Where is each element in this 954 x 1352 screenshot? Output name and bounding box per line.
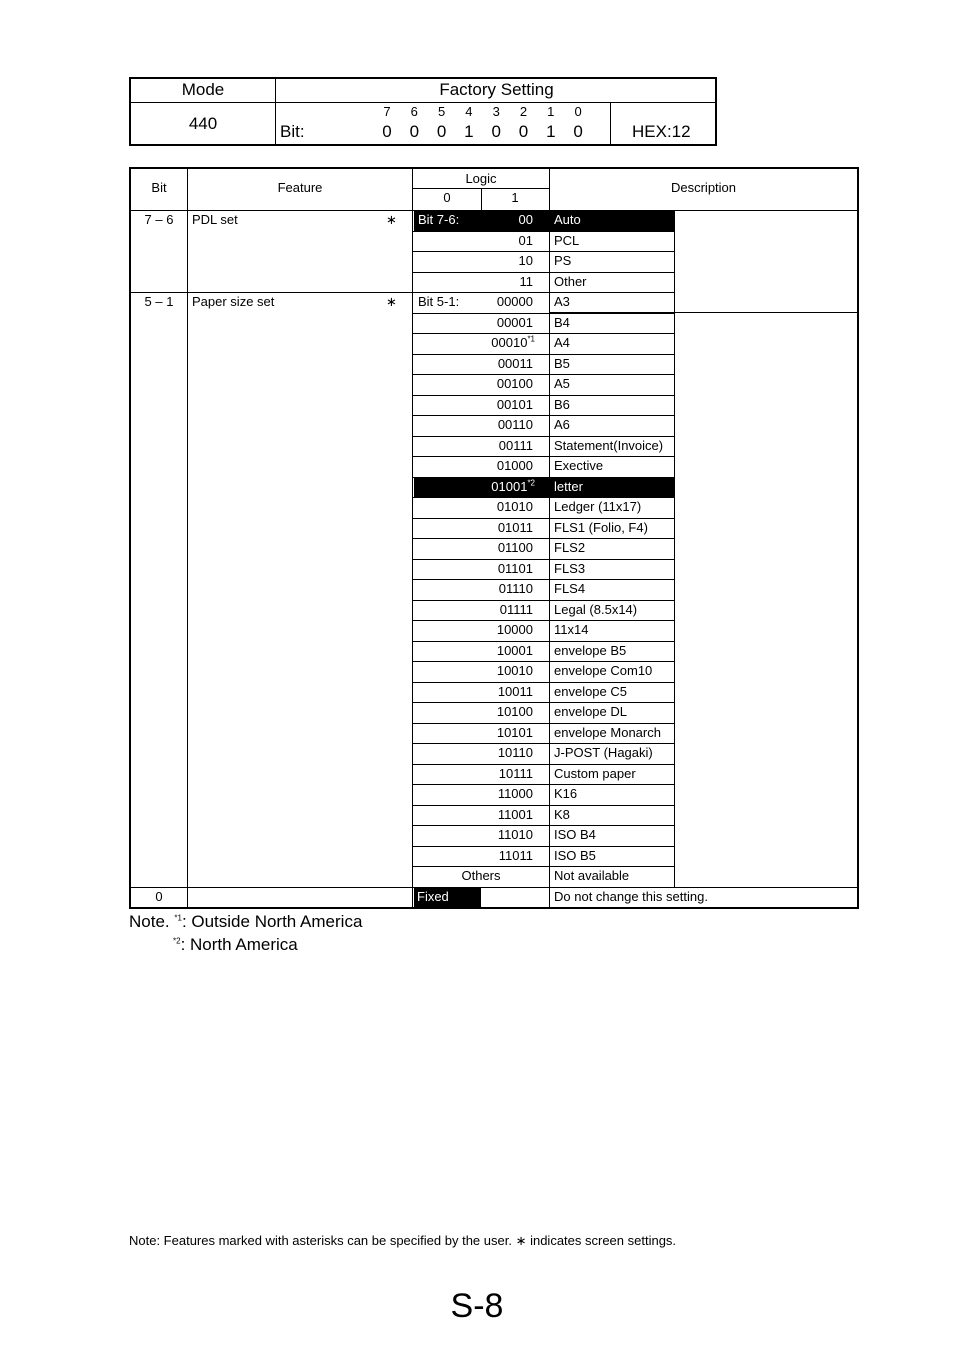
paper-prefix: Bit 5-1: bbox=[418, 294, 460, 309]
row-divider bbox=[413, 620, 675, 621]
logic-code: 01000 bbox=[496, 458, 533, 473]
desc-border bbox=[674, 231, 675, 252]
row-divider bbox=[413, 231, 675, 232]
desc-border bbox=[674, 661, 675, 682]
header-logic-1: 1 bbox=[511, 190, 519, 205]
bit-number: 1 bbox=[547, 104, 555, 119]
logic-code: 11001 bbox=[497, 806, 533, 822]
logic-code: 01 bbox=[518, 232, 533, 248]
fixed-bit: 0 bbox=[155, 889, 163, 904]
row-divider bbox=[413, 559, 675, 560]
option-description: Not available bbox=[554, 868, 630, 883]
row-divider bbox=[413, 333, 675, 334]
desc-border bbox=[674, 764, 675, 785]
row-divider bbox=[413, 313, 675, 314]
desc-border bbox=[674, 251, 675, 272]
option-description: K8 bbox=[554, 806, 570, 822]
note-1-marker: *1 bbox=[174, 913, 182, 923]
row-divider bbox=[413, 395, 675, 396]
note-prefix: Note. bbox=[129, 912, 170, 931]
logic-code: 01110 bbox=[498, 581, 533, 596]
logic-code: 01101 bbox=[497, 560, 533, 576]
option-description: Auto bbox=[554, 212, 581, 227]
logic-code: 11011 bbox=[498, 847, 533, 863]
note-2-text: : North America bbox=[180, 935, 298, 954]
row-divider bbox=[413, 579, 675, 580]
cell-divider bbox=[549, 415, 550, 436]
logic-code: 00 bbox=[518, 212, 533, 227]
settings-table bbox=[129, 167, 859, 909]
cell-divider bbox=[549, 497, 550, 518]
option-description: ISO B4 bbox=[554, 827, 596, 842]
desc-border bbox=[674, 333, 675, 354]
logic-code: 10101 bbox=[496, 724, 533, 740]
desc-border bbox=[674, 210, 675, 231]
option-description: Other bbox=[554, 273, 587, 289]
option-description: Custom paper bbox=[554, 765, 636, 781]
desc-border bbox=[674, 395, 675, 416]
desc-border bbox=[674, 702, 675, 723]
desc-border bbox=[674, 374, 675, 395]
desc-border bbox=[674, 292, 675, 313]
desc-border bbox=[674, 456, 675, 477]
pdl-feature: PDL set bbox=[192, 212, 238, 227]
cell-divider bbox=[549, 641, 550, 662]
option-description: letter bbox=[554, 478, 583, 494]
logic-code: 00000 bbox=[496, 294, 533, 309]
cell-divider bbox=[549, 743, 550, 764]
cell-divider bbox=[549, 579, 550, 600]
option-description: envelope C5 bbox=[554, 683, 627, 699]
row-divider bbox=[413, 784, 675, 785]
option-description: PCL bbox=[554, 232, 580, 248]
cell-divider bbox=[549, 702, 550, 723]
note-2-marker: *2 bbox=[173, 936, 181, 946]
desc-border bbox=[674, 641, 675, 662]
cell-divider bbox=[549, 436, 550, 457]
asterisk-note: Note: Features marked with asterisks can be specified by the user. ∗ indicates screen settings. bbox=[129, 1233, 677, 1248]
paper-user-mark: ∗ bbox=[386, 294, 397, 309]
logic-code: 10011 bbox=[497, 683, 533, 699]
logic-code: 00110 bbox=[497, 417, 533, 432]
cell-divider bbox=[549, 825, 550, 846]
fixed-logic: Fixed bbox=[417, 889, 449, 904]
option-description: B6 bbox=[554, 396, 570, 412]
cell-divider bbox=[549, 764, 550, 785]
row-divider bbox=[413, 374, 675, 375]
option-description: B5 bbox=[554, 355, 570, 371]
cell-divider bbox=[549, 805, 550, 826]
cell-divider bbox=[549, 723, 550, 744]
logic-code: 10000 bbox=[496, 622, 533, 637]
logic-code: 11000 bbox=[497, 786, 533, 801]
desc-border bbox=[674, 620, 675, 641]
logic-code: 11010 bbox=[497, 827, 533, 842]
desc-border bbox=[674, 600, 675, 621]
cell-divider bbox=[549, 846, 550, 867]
option-description: Ledger (11x17) bbox=[554, 499, 642, 514]
option-description: A3 bbox=[554, 294, 570, 309]
desc-border bbox=[674, 415, 675, 436]
hex-value: HEX:12 bbox=[632, 122, 691, 141]
option-description: 11x14 bbox=[554, 622, 589, 637]
logic-code: 00001 bbox=[496, 314, 533, 330]
cell-divider bbox=[549, 661, 550, 682]
cell-divider bbox=[549, 272, 550, 293]
option-description: J-POST (Hagaki) bbox=[554, 745, 653, 760]
row-divider bbox=[413, 641, 675, 642]
bit-value: 1 bbox=[546, 122, 556, 141]
option-description: PS bbox=[554, 253, 572, 268]
bit-value: 0 bbox=[382, 122, 392, 141]
cell-divider bbox=[549, 231, 550, 252]
option-description: FLS3 bbox=[554, 560, 586, 576]
row-divider bbox=[413, 805, 675, 806]
row-divider bbox=[413, 272, 675, 273]
logic-code: 00011 bbox=[497, 355, 533, 371]
logic-code: 01010 bbox=[496, 499, 533, 514]
option-description: Exective bbox=[554, 458, 604, 473]
bit-number: 6 bbox=[410, 104, 418, 119]
row-divider bbox=[413, 702, 675, 703]
logic-code: 10 bbox=[518, 253, 533, 268]
desc-border bbox=[674, 272, 675, 293]
pdl-user-mark: ∗ bbox=[386, 212, 397, 227]
row-divider bbox=[413, 251, 675, 252]
option-description: envelope Com10 bbox=[554, 663, 653, 678]
logic-code: 10010 bbox=[496, 663, 533, 678]
bit-number: 0 bbox=[574, 104, 582, 119]
option-description: FLS1 (Folio, F4) bbox=[554, 519, 648, 535]
header-feature: Feature bbox=[277, 180, 323, 195]
logic-code: 10100 bbox=[496, 704, 533, 719]
cell-divider bbox=[549, 866, 550, 887]
bit-label: Bit: bbox=[280, 122, 305, 141]
row-divider bbox=[413, 682, 675, 683]
option-description: Statement(Invoice) bbox=[554, 437, 664, 453]
header-bit: Bit bbox=[151, 180, 167, 195]
bit-value: 0 bbox=[573, 122, 583, 141]
desc-border bbox=[674, 743, 675, 764]
logic-code: 00010$^{*1}$ bbox=[491, 334, 535, 350]
bit-value: 0 bbox=[518, 122, 529, 141]
desc-border bbox=[674, 579, 675, 600]
cell-divider bbox=[549, 374, 550, 395]
option-description: FLS4 bbox=[554, 581, 586, 596]
cell-divider bbox=[549, 395, 550, 416]
bit-value: 1 bbox=[464, 122, 474, 141]
option-description: A4 bbox=[554, 335, 570, 350]
desc-border bbox=[674, 846, 675, 867]
desc-border bbox=[674, 825, 675, 846]
row-divider bbox=[413, 825, 675, 826]
header-logic-0: 0 bbox=[443, 190, 451, 205]
option-description: A6 bbox=[554, 417, 570, 432]
row-divider bbox=[413, 415, 675, 416]
paper-bit: 5 – 1 bbox=[144, 294, 174, 309]
mode-value: 440 bbox=[188, 114, 218, 133]
desc-border bbox=[674, 497, 675, 518]
desc-border bbox=[674, 866, 675, 887]
bit-value: 0 bbox=[409, 122, 420, 141]
desc-border bbox=[674, 559, 675, 580]
bit-number: 2 bbox=[519, 104, 528, 119]
row-divider bbox=[413, 846, 675, 847]
option-description: ISO B5 bbox=[554, 847, 596, 863]
row-divider bbox=[413, 538, 675, 539]
cell-divider bbox=[549, 251, 550, 272]
note-1-text: : Outside North America bbox=[181, 912, 363, 931]
desc-border bbox=[674, 723, 675, 744]
pdl-prefix: Bit 7-6: bbox=[418, 212, 460, 227]
logic-code: 00100 bbox=[496, 376, 533, 391]
desc-border bbox=[674, 682, 675, 703]
desc-border bbox=[674, 477, 675, 498]
cell-divider bbox=[549, 559, 550, 580]
cell-divider bbox=[549, 333, 550, 354]
option-description: B4 bbox=[554, 314, 570, 330]
note-2 bbox=[129, 933, 362, 956]
logic-code: 10001 bbox=[496, 642, 533, 658]
bit-number: 5 bbox=[437, 104, 446, 119]
logic-code: 00101 bbox=[496, 396, 533, 412]
row-divider bbox=[413, 354, 675, 355]
logic-code: 10110 bbox=[497, 745, 533, 760]
bit-number: 3 bbox=[492, 104, 500, 119]
desc-border bbox=[674, 538, 675, 559]
cell-divider bbox=[549, 538, 550, 559]
logic-code: 01100 bbox=[497, 540, 533, 555]
bit-value: 0 bbox=[436, 122, 447, 141]
row-divider bbox=[413, 456, 675, 457]
page-number: S-8 bbox=[450, 1287, 504, 1325]
others-code: Others bbox=[461, 868, 501, 883]
logic-code: 01001$^{*2}$ bbox=[491, 478, 535, 494]
header-logic: Logic bbox=[465, 171, 497, 186]
cell-divider bbox=[549, 456, 550, 477]
footnotes bbox=[129, 910, 362, 956]
option-description: K16 bbox=[554, 786, 578, 801]
desc-border bbox=[674, 518, 675, 539]
bit-number: 7 bbox=[383, 104, 391, 119]
logic-code: 10111 bbox=[498, 765, 533, 781]
fixed-description: Do not change this setting. bbox=[554, 889, 708, 904]
mode-setting-box bbox=[129, 77, 717, 146]
cell-divider bbox=[549, 682, 550, 703]
bit-number: 4 bbox=[465, 104, 473, 119]
option-description: envelope B5 bbox=[554, 642, 627, 658]
factory-setting-header: Factory Setting bbox=[439, 80, 554, 99]
logic-code: 01011 bbox=[497, 519, 533, 535]
header-description: Description bbox=[670, 180, 737, 195]
cell-divider bbox=[549, 292, 550, 313]
desc-border bbox=[674, 313, 675, 334]
logic-code: 01111 bbox=[499, 601, 533, 617]
logic-code: 11 bbox=[519, 273, 533, 289]
cell-divider bbox=[549, 620, 550, 641]
desc-border bbox=[674, 784, 675, 805]
row-divider bbox=[413, 764, 675, 765]
desc-border bbox=[674, 805, 675, 826]
mode-header: Mode bbox=[181, 80, 225, 99]
desc-border bbox=[674, 354, 675, 375]
logic-code: 00111 bbox=[498, 437, 533, 453]
desc-border bbox=[674, 436, 675, 457]
cell-divider bbox=[549, 313, 550, 334]
cell-divider bbox=[549, 600, 550, 621]
option-description: A5 bbox=[554, 376, 570, 391]
cell-divider bbox=[549, 354, 550, 375]
cell-divider bbox=[549, 518, 550, 539]
note-1 bbox=[129, 910, 362, 933]
option-description: FLS2 bbox=[554, 540, 586, 555]
option-description: envelope Monarch bbox=[554, 724, 661, 740]
bit-value: 0 bbox=[491, 122, 501, 141]
cell-divider bbox=[549, 784, 550, 805]
option-description: envelope DL bbox=[554, 704, 627, 719]
option-description: Legal (8.5x14) bbox=[554, 601, 638, 617]
pdl-bit: 7 – 6 bbox=[144, 212, 174, 227]
paper-feature: Paper size set bbox=[192, 294, 275, 309]
